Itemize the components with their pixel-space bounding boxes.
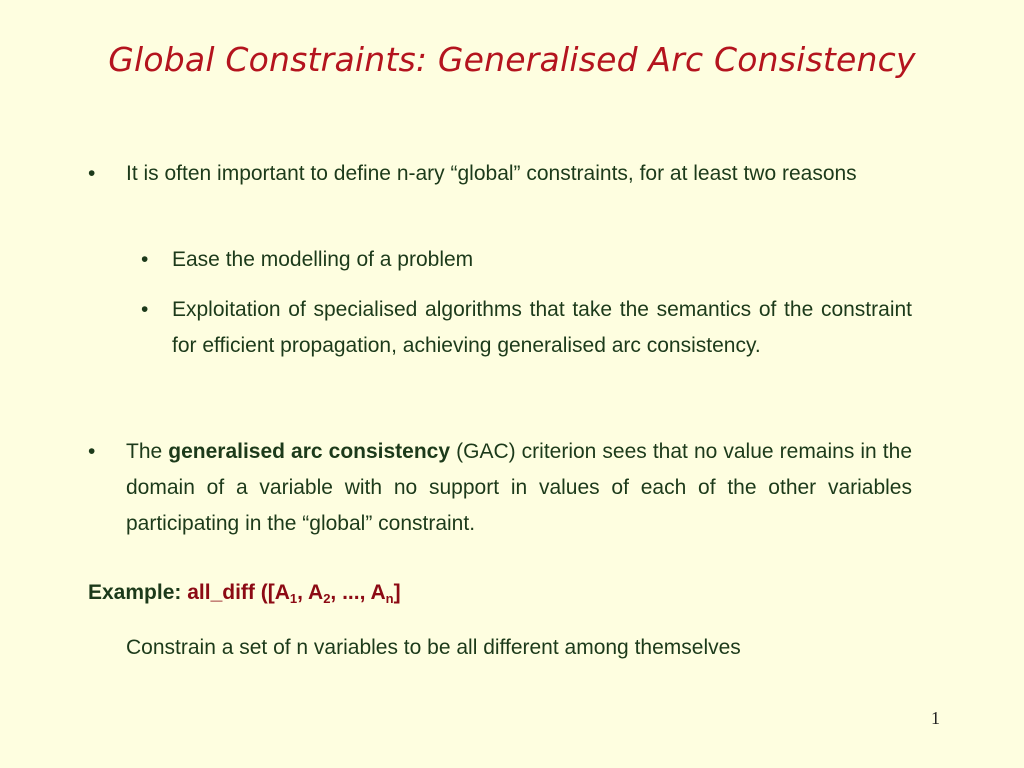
bullet-text-suffix: (GAC) criterion sees that no value remains in the domain of a variable with no support in values of each of the other variables participating in the “global” constraint.	[126, 440, 912, 535]
bullet-marker: •	[88, 440, 96, 463]
code-open: all_diff ([A	[187, 581, 290, 604]
code-sep-1: , A	[297, 581, 324, 604]
example-code	[187, 581, 400, 604]
bullet-text	[126, 434, 912, 542]
subscript-1: 1	[289, 591, 298, 606]
page-number: 1	[931, 708, 940, 728]
bullet-marker: •	[88, 162, 96, 185]
code-sep-2: , ..., A	[330, 581, 386, 604]
slide-title: Global Constraints: Generalised Arc Consistency	[108, 40, 916, 79]
bullet-text-prefix: The	[126, 440, 169, 463]
example-label: Example:	[88, 581, 182, 604]
example-line	[88, 575, 401, 611]
code-close: ]	[393, 581, 401, 604]
sub-bullet-text: Ease the modelling of a problem	[172, 248, 474, 271]
sub-bullet-marker: •	[141, 298, 149, 321]
example-description: Constrain a set of n variables to be all different among themselves	[126, 636, 741, 659]
subscript-n: n	[385, 591, 394, 606]
subscript-2: 2	[323, 591, 331, 606]
gac-term: generalised arc consistency	[168, 440, 451, 463]
sub-bullet-text: Exploitation of specialised algorithms that take the semantics of the constraint for efficient propagation, achieving generalised arc consistency.	[172, 298, 912, 357]
sub-bullet-marker: •	[141, 248, 149, 271]
bullet-text: It is often important to define n-ary “global” constraints, for at least two reasons	[126, 162, 857, 185]
